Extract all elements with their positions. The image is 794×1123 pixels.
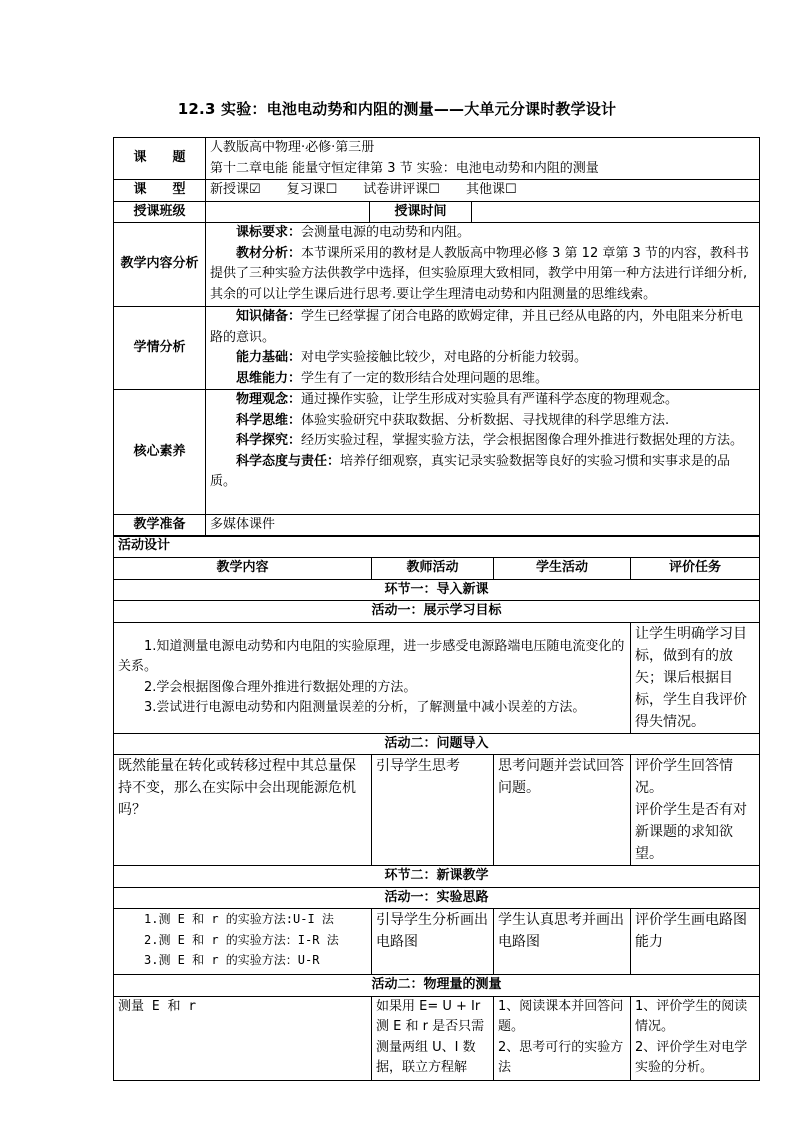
goal-item-1: 1.知道测量电源电动势和内电阻的实验原理，进一步感受电源路端电压随电流变化的关系。 <box>118 638 625 674</box>
activity-1-heading: 活动一：展示学习目标 <box>114 601 760 623</box>
section-2-heading: 环节二：新课教学 <box>114 866 760 888</box>
attitude-label: 科学态度与责任： <box>236 453 341 469</box>
document-title: 12.3 实验：电池电动势和内阻的测量——大单元分课时教学设计 <box>177 100 617 118</box>
core-literacy-value <box>206 390 760 515</box>
core-literacy-label: 核心素养 <box>114 390 206 515</box>
section-1-heading: 环节一：导入新课 <box>114 579 760 601</box>
activity-2-eval-2: 评价学生是否有对新课题的求知欲望。 <box>635 802 747 862</box>
activity-3-methods <box>114 909 372 975</box>
activity-2-eval <box>631 755 760 866</box>
scientific-thinking-text: 体验实验研究中获取数据、分析数据、寻找规律的科学思维方法. <box>301 412 670 428</box>
topic-line-2: 第十二章电能 能量守恒定律第 3 节 实验：电池电动势和内阻的测量 <box>210 160 599 176</box>
class-label: 授课班级 <box>114 201 206 223</box>
activity-4-student <box>494 996 631 1080</box>
class-value <box>206 201 370 223</box>
goal-item-3: 3.尝试进行电源电动势和内阻测量误差的分析，了解测量中减小误差的方法。 <box>144 700 586 715</box>
lesson-info-table <box>113 137 760 537</box>
activity-4-teacher: 如果用 E= U + Ir 测 E 和 r 是否只需测量两组 U、I 数据，联立方程解 <box>372 996 494 1080</box>
textbook-analysis-label: 教材分析： <box>236 245 302 261</box>
activity-4-heading: 活动二：物理量的测量 <box>114 975 760 997</box>
attitude-text: 培养仔细观察，真实记录实验数据等良好的实验习惯和实事求是的品质。 <box>210 453 731 489</box>
method-item-3: 3.测 E 和 r 的实验方法：U-R <box>144 953 320 967</box>
type-value: 新授课☑ 复习课☐ 试卷讲评课☐ 其他课☐ <box>206 180 760 202</box>
col-content-header: 教学内容 <box>114 557 372 579</box>
topic-value <box>206 138 760 180</box>
ability-text: 对电学实验接触比较少，对电路的分析能力较弱。 <box>301 350 588 365</box>
curriculum-req-text: 会测量电源的电动势和内阻。 <box>301 225 471 240</box>
time-label: 授课时间 <box>370 201 472 223</box>
prep-label: 教学准备 <box>114 515 206 537</box>
textbook-analysis-text: 本节课所采用的教材是人教版高中物理必修 3 第 12 章第 3 节的内容，教科书提供了三种实验方法供教学中选择，但实验原理大致相同，教学中用第一种方法进行详细分析,其余的可以让学生课后进行思考.要让学生理清电动势和内阻测量的思维线索。 <box>210 245 749 302</box>
col-eval-header: 评价任务 <box>631 557 760 579</box>
content-analysis-value <box>206 223 760 307</box>
physics-concept-text: 通过操作实验，让学生形成对实验具有严谨科学态度的物理观念。 <box>301 392 679 407</box>
curriculum-req-label: 课标要求： <box>236 225 302 240</box>
physics-concept-label: 物理观念： <box>236 392 302 407</box>
col-teacher-header: 教师活动 <box>372 557 494 579</box>
col-student-header: 学生活动 <box>494 557 631 579</box>
activity-3-teacher: 引导学生分析画出电路图 <box>372 909 494 975</box>
activity-design-heading: 活动设计 <box>114 536 760 558</box>
student-analysis-label: 学情分析 <box>114 307 206 390</box>
activity-1-eval: 让学生明确学习目标，做到有的放矢；课后根据目标，学生自我评价得失情况。 <box>631 622 760 733</box>
time-value <box>472 201 760 223</box>
activity-2-content: 既然能量在转化或转移过程中其总量保持不变，那么在实际中会出现能源危机吗？ <box>114 755 372 866</box>
activity-4-eval-2: 2、评价学生对电学实验的分析。 <box>635 1039 748 1075</box>
activity-3-eval: 评价学生画电路图能力 <box>631 909 760 975</box>
topic-label: 课 题 <box>114 138 206 180</box>
student-analysis-value <box>206 307 760 390</box>
prep-value: 多媒体课件 <box>206 515 760 537</box>
activity-4-content: 测量 E 和 r <box>114 996 372 1080</box>
activity-1-goals <box>114 622 631 733</box>
ability-label: 能力基础： <box>236 350 302 365</box>
goal-item-2: 2.学会根据图像合理外推进行数据处理的方法。 <box>144 679 417 695</box>
method-item-2: 2.测 E 和 r 的实验方法：I-R 法 <box>144 932 339 947</box>
activity-table <box>113 535 760 1081</box>
activity-2-student: 思考问题并尝试回答问题。 <box>494 755 631 866</box>
knowledge-text: 学生已经掌握了闭合电路的欧姆定律，并且已经从电路的内，外电阻来分析电路的意识。 <box>210 309 744 345</box>
content-analysis-label: 教学内容分析 <box>114 223 206 307</box>
knowledge-label: 知识储备： <box>236 309 302 324</box>
activity-3-heading: 活动一：实验思路 <box>114 887 760 909</box>
activity-3-student: 学生认真思考并画出电路图 <box>494 909 631 975</box>
thinking-text: 学生有了一定的数形结合处理问题的思维。 <box>301 370 549 386</box>
type-label: 课 型 <box>114 180 206 202</box>
method-item-1: 1.测 E 和 r 的实验方法:U-I 法 <box>144 912 334 926</box>
thinking-label: 思维能力： <box>236 370 302 386</box>
activity-4-eval-1: 1、评价学生的阅读情况。 <box>635 998 748 1034</box>
activity-2-heading: 活动二：问题导入 <box>114 733 760 755</box>
activity-2-eval-1: 评价学生回答情况。 <box>635 758 733 796</box>
activity-4-student-1: 1、阅读课本并回答问题。 <box>498 998 624 1034</box>
scientific-inquiry-label: 科学探究： <box>236 433 302 448</box>
scientific-thinking-label: 科学思维： <box>236 412 302 428</box>
activity-4-student-2: 2、思考可行的实验方法 <box>498 1039 624 1075</box>
scientific-inquiry-text: 经历实验过程，掌握实验方法，学会根据图像合理外推进行数据处理的方法。 <box>301 433 744 448</box>
activity-2-teacher: 引导学生思考 <box>372 755 494 866</box>
topic-line-1: 人教版高中物理·必修·第三册 <box>210 140 375 155</box>
activity-4-eval <box>631 996 760 1080</box>
